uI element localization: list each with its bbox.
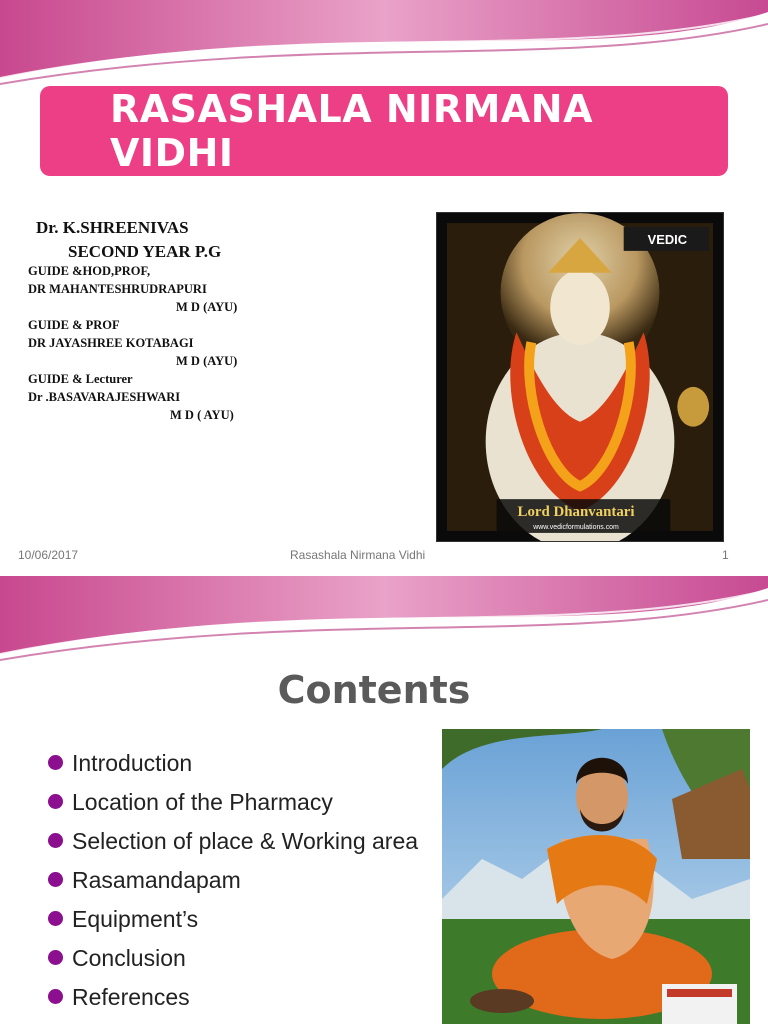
guide1-role: GUIDE &HOD,PROF, bbox=[28, 264, 151, 278]
footer-page-number: 1 bbox=[722, 548, 729, 562]
bullet-icon bbox=[48, 950, 63, 965]
bullet-icon bbox=[48, 872, 63, 887]
guide3-role: GUIDE & Lecturer bbox=[28, 372, 133, 386]
sage-illustration bbox=[442, 729, 750, 1024]
author-block bbox=[28, 218, 237, 424]
image-url: www.vedicformulations.com bbox=[533, 523, 619, 531]
list-item: Rasamandapam bbox=[48, 865, 428, 895]
guide2-name: DR JAYASHREE KOTABAGI bbox=[28, 336, 194, 350]
dhanvantari-image bbox=[436, 212, 724, 542]
list-item: Location of the Pharmacy bbox=[48, 787, 428, 817]
list-item: Selection of place & Working area bbox=[48, 826, 428, 856]
guide2-degree: M D (AYU) bbox=[176, 354, 238, 368]
author-year: SECOND YEAR P.G bbox=[68, 242, 222, 261]
title-banner bbox=[40, 86, 728, 176]
bullet-icon bbox=[48, 794, 63, 809]
guide2-role: GUIDE & PROF bbox=[28, 318, 120, 332]
list-item: Conclusion bbox=[48, 943, 428, 973]
guide1-degree: M D (AYU) bbox=[176, 300, 238, 314]
bullet-icon bbox=[48, 833, 63, 848]
decorative-wave bbox=[0, 0, 768, 90]
author-name: Dr. K.SHREENIVAS bbox=[36, 218, 189, 237]
bullet-icon bbox=[48, 989, 63, 1004]
bullet-icon bbox=[48, 911, 63, 926]
image-caption: Lord Dhanvantari bbox=[517, 504, 635, 521]
list-item: References bbox=[48, 982, 428, 1012]
dhanvantari-illustration bbox=[437, 213, 723, 541]
guide3-name: Dr .BASAVARAJESHWARI bbox=[28, 390, 181, 404]
guide1-name: DR MAHANTESHRUDRAPURI bbox=[28, 282, 207, 296]
decorative-wave bbox=[0, 576, 768, 666]
contents-slide bbox=[0, 576, 768, 1024]
contents-list bbox=[48, 748, 428, 1021]
slide-title: RASASHALA NIRMANA VIDHI bbox=[110, 87, 594, 175]
footer-title: Rasashala Nirmana Vidhi bbox=[290, 548, 426, 562]
list-item: Introduction bbox=[48, 748, 428, 778]
vedic-logo-text: VEDIC bbox=[647, 231, 688, 247]
bullet-icon bbox=[48, 755, 63, 770]
list-item: Equipment’s bbox=[48, 904, 428, 934]
guide3-degree: M D ( AYU) bbox=[170, 408, 234, 422]
contents-heading: Contents bbox=[277, 668, 471, 712]
sage-image bbox=[442, 729, 750, 1024]
footer-date: 10/06/2017 bbox=[18, 548, 79, 562]
